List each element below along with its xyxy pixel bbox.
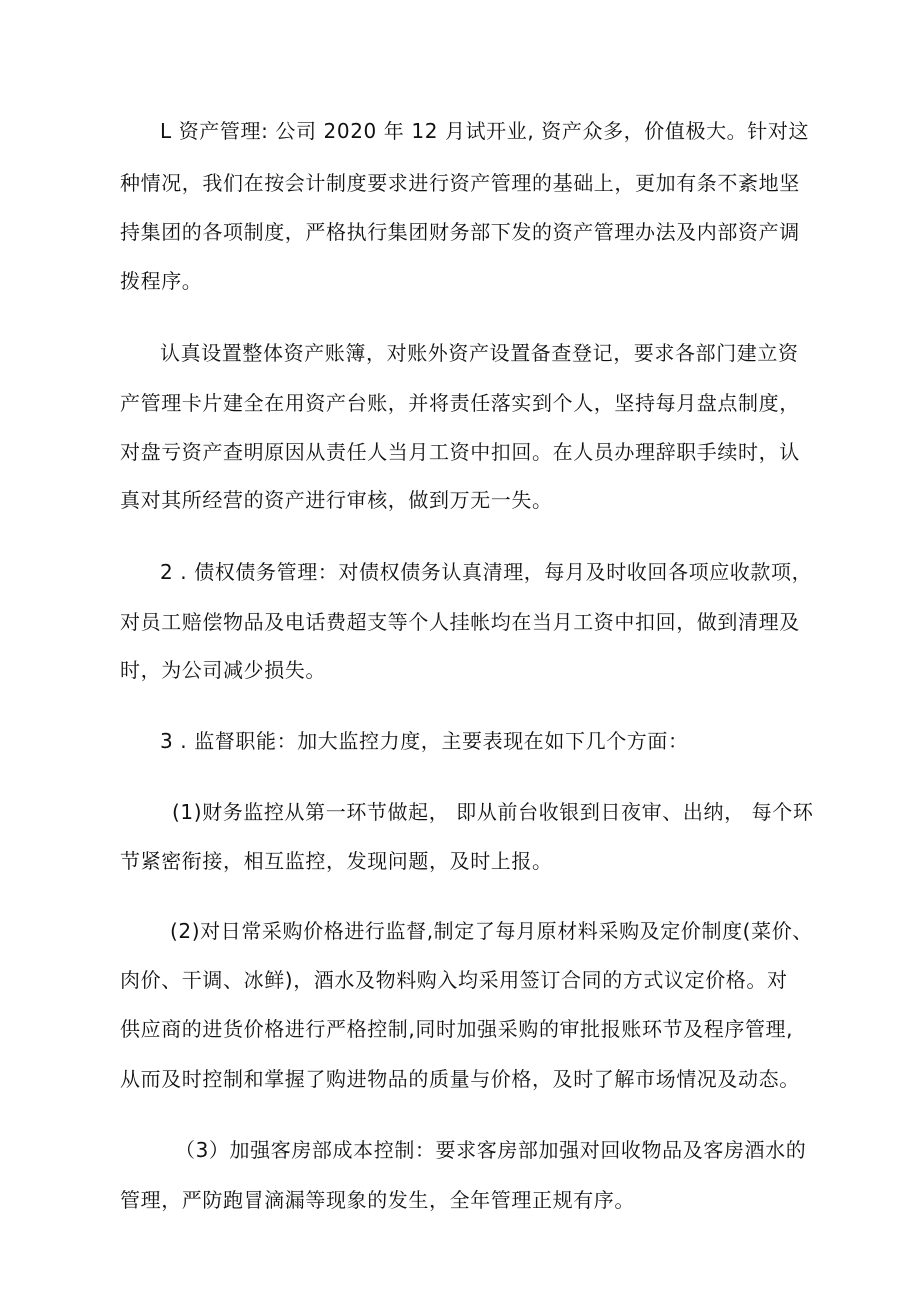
- paragraph-6-line-4: 从而及时控制和掌握了购进物品的质量与价格，及时了解市场情况及动态。: [120, 1067, 800, 1091]
- paragraph-1-line-3: 持集团的各项制度，严格执行集团财务部下发的资产管理办法及内部资产调: [120, 220, 800, 244]
- paragraph-6-line-3: 供应商的进货价格进行严格控制,同时加强采购的审批报账环节及程序管理,: [120, 1017, 794, 1041]
- paragraph-1-line-4: 拨程序。: [120, 269, 203, 293]
- paragraph-5-line-1: (1)财务监控从第一环节做起， 即从前台收银到日夜审、出纳， 每个环: [172, 800, 814, 824]
- paragraph-4-line-1: 3 . 监督职能：加大监控力度，主要表现在如下几个方面：: [160, 729, 689, 753]
- paragraph-2-line-3: 对盘亏资产查明原因从责任人当月工资中扣回。在人员办理辞职手续时，认: [120, 440, 800, 464]
- paragraph-6-line-1: (2)对日常采购价格进行监督,制定了每月原材料采购及定价制度(菜价、: [170, 919, 813, 943]
- paragraph-7-line-2: 管理，严防跑冒滴漏等现象的发生，全年管理正规有序。: [120, 1188, 635, 1212]
- paragraph-2-line-2: 产管理卡片建全在用资产台账，并将责任落实到个人，坚持每月盘点制度，: [120, 391, 800, 415]
- paragraph-3-line-3: 时，为公司减少损失。: [120, 658, 326, 682]
- paragraph-3-line-1: 2 . 债权债务管理：对债权债务认真清理，每月及时收回各项应收款项，: [160, 560, 813, 584]
- paragraph-5-line-2: 节紧密衔接，相互监控，发现问题，及时上报。: [120, 849, 553, 873]
- paragraph-2-line-1: 认真设置整体资产账簿，对账外资产设置备查登记，要求各部门建立资: [160, 341, 799, 365]
- paragraph-7-line-1: （3）加强客房部成本控制：要求客房部加强对回收物品及客房酒水的: [175, 1138, 807, 1162]
- paragraph-1-line-1: L 资产管理: 公司 2020 年 12 月试开业, 资产众多，价值极大。针对这: [160, 119, 810, 143]
- paragraph-6-line-2: 肉价、干调、冰鲜)，酒水及物料购入均采用签订合同的方式议定价格。对: [120, 968, 788, 992]
- paragraph-1-line-2: 种情况，我们在按会计制度要求进行资产管理的基础上，更加有条不紊地坚: [120, 171, 800, 195]
- paragraph-2-line-4: 真对其所经营的资产进行审核，做到万无一失。: [120, 488, 553, 512]
- paragraph-3-line-2: 对员工赔偿物品及电话费超支等个人挂帐均在当月工资中扣回，做到清理及: [120, 610, 800, 634]
